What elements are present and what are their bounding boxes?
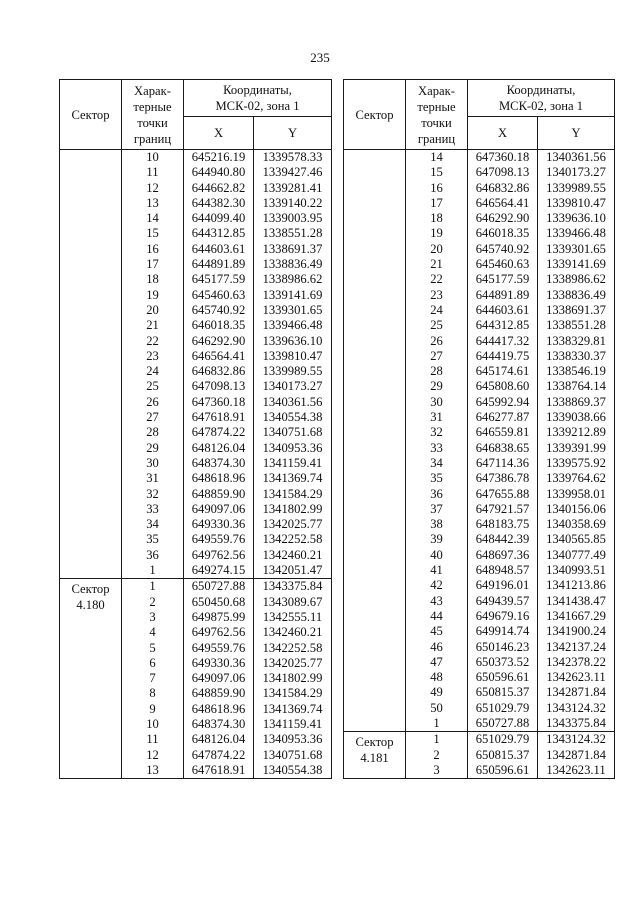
x-coordinate-cell: 649330.36 — [184, 517, 254, 532]
point-number-cell: 28 — [406, 364, 468, 379]
y-coordinate-cell: 1339578.33 — [254, 150, 332, 166]
x-coordinate-cell: 646292.90 — [468, 211, 538, 226]
table-body-left — [60, 150, 332, 779]
x-coordinate-cell: 650596.61 — [468, 670, 538, 685]
x-coordinate-cell: 647360.18 — [468, 150, 538, 166]
y-coordinate-cell: 1340173.27 — [254, 379, 332, 394]
point-number-cell: 2 — [406, 748, 468, 763]
x-coordinate-cell: 645216.19 — [184, 150, 254, 166]
point-number-cell: 40 — [406, 548, 468, 563]
point-number-cell: 7 — [122, 671, 184, 686]
y-coordinate-cell: 1340751.68 — [254, 748, 332, 763]
x-coordinate-cell: 646559.81 — [468, 425, 538, 440]
point-number-cell: 12 — [122, 748, 184, 763]
x-coordinate-cell: 649196.01 — [468, 578, 538, 593]
table-body-right — [344, 150, 615, 779]
sector-cell: Сектор 4.181 — [344, 732, 406, 779]
point-number-cell: 27 — [406, 349, 468, 364]
y-coordinate-cell: 1341213.86 — [538, 578, 615, 593]
point-number-cell: 17 — [406, 196, 468, 211]
point-number-cell: 50 — [406, 701, 468, 716]
x-coordinate-cell: 645740.92 — [184, 303, 254, 318]
point-number-cell: 10 — [122, 150, 184, 166]
y-coordinate-cell: 1341159.41 — [254, 456, 332, 471]
point-number-cell: 14 — [406, 150, 468, 166]
x-coordinate-cell: 650727.88 — [184, 579, 254, 595]
y-coordinate-cell: 1339003.95 — [254, 211, 332, 226]
point-number-cell: 14 — [122, 211, 184, 226]
coordinates-table-left — [59, 79, 332, 779]
y-coordinate-cell: 1339989.55 — [254, 364, 332, 379]
x-coordinate-cell: 650450.68 — [184, 595, 254, 610]
point-number-cell: 29 — [122, 441, 184, 456]
x-coordinate-cell: 645460.63 — [184, 288, 254, 303]
x-coordinate-cell: 645460.63 — [468, 257, 538, 272]
x-coordinate-cell: 647098.13 — [468, 165, 538, 180]
y-coordinate-cell: 1339764.62 — [538, 471, 615, 486]
y-coordinate-cell: 1340554.38 — [254, 763, 332, 779]
point-number-cell: 12 — [122, 181, 184, 196]
x-coordinate-cell: 644891.89 — [184, 257, 254, 272]
y-coordinate-cell: 1338329.81 — [538, 334, 615, 349]
y-coordinate-cell: 1342025.77 — [254, 517, 332, 532]
y-coordinate-cell: 1341802.99 — [254, 671, 332, 686]
y-coordinate-cell: 1339427.46 — [254, 165, 332, 180]
x-coordinate-cell: 644382.30 — [184, 196, 254, 211]
x-coordinate-cell: 650727.88 — [468, 716, 538, 732]
x-coordinate-cell: 647098.13 — [184, 379, 254, 394]
x-coordinate-cell: 649762.56 — [184, 548, 254, 563]
y-coordinate-cell: 1339212.89 — [538, 425, 615, 440]
point-number-cell: 32 — [122, 487, 184, 502]
point-number-cell: 1 — [122, 579, 184, 595]
y-coordinate-cell: 1343124.32 — [538, 732, 615, 748]
point-number-cell: 23 — [122, 349, 184, 364]
y-coordinate-cell: 1338691.37 — [538, 303, 615, 318]
x-coordinate-cell: 644417.32 — [468, 334, 538, 349]
x-coordinate-cell: 649875.99 — [184, 610, 254, 625]
x-coordinate-cell: 651029.79 — [468, 701, 538, 716]
point-number-cell: 46 — [406, 640, 468, 655]
x-coordinate-cell: 647360.18 — [184, 395, 254, 410]
x-coordinate-cell: 649274.15 — [184, 563, 254, 579]
y-coordinate-cell: 1343089.67 — [254, 595, 332, 610]
y-coordinate-cell: 1338869.37 — [538, 395, 615, 410]
x-coordinate-cell: 649559.76 — [184, 641, 254, 656]
x-coordinate-cell: 649330.36 — [184, 656, 254, 671]
y-coordinate-cell: 1341802.99 — [254, 502, 332, 517]
point-number-cell: 26 — [122, 395, 184, 410]
x-coordinate-cell: 648374.30 — [184, 717, 254, 732]
point-number-cell: 27 — [122, 410, 184, 425]
x-coordinate-cell: 646838.65 — [468, 441, 538, 456]
y-coordinate-cell: 1339140.22 — [254, 196, 332, 211]
point-number-cell: 43 — [406, 594, 468, 609]
y-coordinate-cell: 1340358.69 — [538, 517, 615, 532]
y-coordinate-cell: 1338764.14 — [538, 379, 615, 394]
point-number-cell: 1 — [406, 732, 468, 748]
point-number-cell: 36 — [122, 548, 184, 563]
y-coordinate-cell: 1339038.66 — [538, 410, 615, 425]
x-coordinate-cell: 645740.92 — [468, 242, 538, 257]
y-coordinate-cell: 1343375.84 — [538, 716, 615, 732]
x-coordinate-cell: 645808.60 — [468, 379, 538, 394]
x-coordinate-cell: 646832.86 — [184, 364, 254, 379]
y-coordinate-cell: 1339575.92 — [538, 456, 615, 471]
point-number-cell: 35 — [122, 532, 184, 547]
x-coordinate-cell: 644312.85 — [184, 226, 254, 241]
point-number-cell: 24 — [406, 303, 468, 318]
x-coordinate-cell: 644940.80 — [184, 165, 254, 180]
x-coordinate-cell: 646564.41 — [468, 196, 538, 211]
point-number-cell: 21 — [122, 318, 184, 333]
y-coordinate-cell: 1340361.56 — [254, 395, 332, 410]
y-coordinate-cell: 1338986.62 — [538, 272, 615, 287]
y-coordinate-cell: 1338551.28 — [538, 318, 615, 333]
y-coordinate-cell: 1342252.58 — [254, 641, 332, 656]
point-number-cell: 20 — [122, 303, 184, 318]
point-number-cell: 34 — [406, 456, 468, 471]
x-coordinate-cell: 650146.23 — [468, 640, 538, 655]
point-number-cell: 31 — [406, 410, 468, 425]
header-coordinates: Координаты, МСК-02, зона 1 — [184, 80, 332, 117]
point-number-cell: 13 — [122, 763, 184, 779]
y-coordinate-cell: 1339810.47 — [254, 349, 332, 364]
y-coordinate-cell: 1339958.01 — [538, 487, 615, 502]
y-coordinate-cell: 1341667.29 — [538, 609, 615, 624]
point-number-cell: 41 — [406, 563, 468, 578]
x-coordinate-cell: 648618.96 — [184, 471, 254, 486]
point-number-cell: 15 — [122, 226, 184, 241]
point-number-cell: 34 — [122, 517, 184, 532]
point-number-cell: 24 — [122, 364, 184, 379]
x-coordinate-cell: 649914.74 — [468, 624, 538, 639]
y-coordinate-cell: 1339391.99 — [538, 441, 615, 456]
point-number-cell: 33 — [406, 441, 468, 456]
x-coordinate-cell: 646018.35 — [468, 226, 538, 241]
point-number-cell: 44 — [406, 609, 468, 624]
point-number-cell: 1 — [406, 716, 468, 732]
point-number-cell: 36 — [406, 487, 468, 502]
y-coordinate-cell: 1342378.22 — [538, 655, 615, 670]
y-coordinate-cell: 1342871.84 — [538, 748, 615, 763]
point-number-cell: 22 — [122, 334, 184, 349]
y-coordinate-cell: 1341438.47 — [538, 594, 615, 609]
x-coordinate-cell: 647618.91 — [184, 410, 254, 425]
y-coordinate-cell: 1342460.21 — [254, 625, 332, 640]
point-number-cell: 42 — [406, 578, 468, 593]
y-coordinate-cell: 1342252.58 — [254, 532, 332, 547]
x-coordinate-cell: 649097.06 — [184, 502, 254, 517]
y-coordinate-cell: 1341159.41 — [254, 717, 332, 732]
point-number-cell: 17 — [122, 257, 184, 272]
point-number-cell: 2 — [122, 595, 184, 610]
y-coordinate-cell: 1338546.19 — [538, 364, 615, 379]
point-number-cell: 9 — [122, 702, 184, 717]
point-number-cell: 13 — [122, 196, 184, 211]
x-coordinate-cell: 648126.04 — [184, 441, 254, 456]
y-coordinate-cell: 1340554.38 — [254, 410, 332, 425]
point-number-cell: 3 — [406, 763, 468, 779]
point-number-cell: 5 — [122, 641, 184, 656]
y-coordinate-cell: 1340953.36 — [254, 732, 332, 747]
point-number-cell: 22 — [406, 272, 468, 287]
point-number-cell: 3 — [122, 610, 184, 625]
x-coordinate-cell: 644603.61 — [468, 303, 538, 318]
coordinates-table-right — [343, 79, 615, 779]
point-number-cell: 37 — [406, 502, 468, 517]
y-coordinate-cell: 1340565.85 — [538, 532, 615, 547]
y-coordinate-cell: 1340777.49 — [538, 548, 615, 563]
x-coordinate-cell: 645177.59 — [184, 272, 254, 287]
x-coordinate-cell: 644891.89 — [468, 288, 538, 303]
sector-cell — [60, 150, 122, 579]
point-number-cell: 8 — [122, 686, 184, 701]
y-coordinate-cell: 1343375.84 — [254, 579, 332, 595]
x-coordinate-cell: 650596.61 — [468, 763, 538, 779]
x-coordinate-cell: 644099.40 — [184, 211, 254, 226]
y-coordinate-cell: 1340156.06 — [538, 502, 615, 517]
point-number-cell: 45 — [406, 624, 468, 639]
point-number-cell: 23 — [406, 288, 468, 303]
x-coordinate-cell: 646292.90 — [184, 334, 254, 349]
x-coordinate-cell: 648374.30 — [184, 456, 254, 471]
y-coordinate-cell: 1338836.49 — [254, 257, 332, 272]
point-number-cell: 20 — [406, 242, 468, 257]
y-coordinate-cell: 1343124.32 — [538, 701, 615, 716]
x-coordinate-cell: 646832.86 — [468, 181, 538, 196]
x-coordinate-cell: 650815.37 — [468, 685, 538, 700]
y-coordinate-cell: 1338691.37 — [254, 242, 332, 257]
y-coordinate-cell: 1339466.48 — [538, 226, 615, 241]
point-number-cell: 11 — [122, 165, 184, 180]
x-coordinate-cell: 646018.35 — [184, 318, 254, 333]
point-number-cell: 39 — [406, 532, 468, 547]
point-number-cell: 29 — [406, 379, 468, 394]
x-coordinate-cell: 645177.59 — [468, 272, 538, 287]
x-coordinate-cell: 649679.16 — [468, 609, 538, 624]
x-coordinate-cell: 646277.87 — [468, 410, 538, 425]
y-coordinate-cell: 1339301.65 — [538, 242, 615, 257]
table-row — [60, 150, 332, 166]
point-number-cell: 25 — [122, 379, 184, 394]
y-coordinate-cell: 1340361.56 — [538, 150, 615, 166]
y-coordinate-cell: 1342555.11 — [254, 610, 332, 625]
point-number-cell: 47 — [406, 655, 468, 670]
header-sector: Сектор — [344, 80, 406, 150]
header-points: Харак- терные точки границ — [406, 80, 468, 150]
point-number-cell: 16 — [406, 181, 468, 196]
y-coordinate-cell: 1340953.36 — [254, 441, 332, 456]
x-coordinate-cell: 646564.41 — [184, 349, 254, 364]
y-coordinate-cell: 1340993.51 — [538, 563, 615, 578]
x-coordinate-cell: 649097.06 — [184, 671, 254, 686]
x-coordinate-cell: 648859.90 — [184, 487, 254, 502]
point-number-cell: 30 — [122, 456, 184, 471]
x-coordinate-cell: 648697.36 — [468, 548, 538, 563]
x-coordinate-cell: 647618.91 — [184, 763, 254, 779]
x-coordinate-cell: 645174.61 — [468, 364, 538, 379]
header-y: Y — [538, 117, 615, 150]
y-coordinate-cell: 1339810.47 — [538, 196, 615, 211]
y-coordinate-cell: 1341369.74 — [254, 471, 332, 486]
y-coordinate-cell: 1342025.77 — [254, 656, 332, 671]
x-coordinate-cell: 648859.90 — [184, 686, 254, 701]
x-coordinate-cell: 650815.37 — [468, 748, 538, 763]
header-sector: Сектор — [60, 80, 122, 150]
x-coordinate-cell: 649439.57 — [468, 594, 538, 609]
point-number-cell: 30 — [406, 395, 468, 410]
point-number-cell: 33 — [122, 502, 184, 517]
x-coordinate-cell: 648948.57 — [468, 563, 538, 578]
y-coordinate-cell: 1341900.24 — [538, 624, 615, 639]
table-row — [60, 579, 332, 595]
point-number-cell: 48 — [406, 670, 468, 685]
y-coordinate-cell: 1339141.69 — [254, 288, 332, 303]
page-number: 235 — [310, 50, 330, 65]
y-coordinate-cell: 1341584.29 — [254, 487, 332, 502]
point-number-cell: 28 — [122, 425, 184, 440]
point-number-cell: 32 — [406, 425, 468, 440]
point-number-cell: 49 — [406, 685, 468, 700]
y-coordinate-cell: 1341369.74 — [254, 702, 332, 717]
y-coordinate-cell: 1339636.10 — [254, 334, 332, 349]
point-number-cell: 25 — [406, 318, 468, 333]
y-coordinate-cell: 1340173.27 — [538, 165, 615, 180]
y-coordinate-cell: 1338836.49 — [538, 288, 615, 303]
header-x: X — [468, 117, 538, 150]
point-number-cell: 19 — [406, 226, 468, 241]
x-coordinate-cell: 647874.22 — [184, 425, 254, 440]
header-coordinates: Координаты, МСК-02, зона 1 — [468, 80, 615, 117]
x-coordinate-cell: 644662.82 — [184, 181, 254, 196]
sector-cell: Сектор 4.180 — [60, 579, 122, 779]
y-coordinate-cell: 1342871.84 — [538, 685, 615, 700]
point-number-cell: 18 — [122, 272, 184, 287]
y-coordinate-cell: 1338551.28 — [254, 226, 332, 241]
point-number-cell: 10 — [122, 717, 184, 732]
y-coordinate-cell: 1339281.41 — [254, 181, 332, 196]
point-number-cell: 6 — [122, 656, 184, 671]
x-coordinate-cell: 647655.88 — [468, 487, 538, 502]
x-coordinate-cell: 648618.96 — [184, 702, 254, 717]
y-coordinate-cell: 1339636.10 — [538, 211, 615, 226]
x-coordinate-cell: 647114.36 — [468, 456, 538, 471]
x-coordinate-cell: 647386.78 — [468, 471, 538, 486]
y-coordinate-cell: 1338986.62 — [254, 272, 332, 287]
x-coordinate-cell: 644603.61 — [184, 242, 254, 257]
x-coordinate-cell: 649559.76 — [184, 532, 254, 547]
y-coordinate-cell: 1340751.68 — [254, 425, 332, 440]
x-coordinate-cell: 645992.94 — [468, 395, 538, 410]
point-number-cell: 11 — [122, 732, 184, 747]
y-coordinate-cell: 1341584.29 — [254, 686, 332, 701]
point-number-cell: 19 — [122, 288, 184, 303]
x-coordinate-cell: 649762.56 — [184, 625, 254, 640]
y-coordinate-cell: 1342137.24 — [538, 640, 615, 655]
y-coordinate-cell: 1338330.37 — [538, 349, 615, 364]
point-number-cell: 18 — [406, 211, 468, 226]
y-coordinate-cell: 1339301.65 — [254, 303, 332, 318]
header-y: Y — [254, 117, 332, 150]
x-coordinate-cell: 647874.22 — [184, 748, 254, 763]
y-coordinate-cell: 1339466.48 — [254, 318, 332, 333]
y-coordinate-cell: 1339141.69 — [538, 257, 615, 272]
y-coordinate-cell: 1342051.47 — [254, 563, 332, 579]
point-number-cell: 21 — [406, 257, 468, 272]
x-coordinate-cell: 648183.75 — [468, 517, 538, 532]
table-row — [344, 732, 615, 748]
x-coordinate-cell: 648126.04 — [184, 732, 254, 747]
point-number-cell: 15 — [406, 165, 468, 180]
point-number-cell: 1 — [122, 563, 184, 579]
y-coordinate-cell: 1339989.55 — [538, 181, 615, 196]
y-coordinate-cell: 1342460.21 — [254, 548, 332, 563]
point-number-cell: 35 — [406, 471, 468, 486]
x-coordinate-cell: 648442.39 — [468, 532, 538, 547]
y-coordinate-cell: 1342623.11 — [538, 670, 615, 685]
header-points: Харак- терные точки границ — [122, 80, 184, 150]
x-coordinate-cell: 647921.57 — [468, 502, 538, 517]
x-coordinate-cell: 644312.85 — [468, 318, 538, 333]
table-row — [344, 150, 615, 166]
x-coordinate-cell: 651029.79 — [468, 732, 538, 748]
x-coordinate-cell: 644419.75 — [468, 349, 538, 364]
y-coordinate-cell: 1342623.11 — [538, 763, 615, 779]
header-x: X — [184, 117, 254, 150]
point-number-cell: 31 — [122, 471, 184, 486]
point-number-cell: 4 — [122, 625, 184, 640]
point-number-cell: 38 — [406, 517, 468, 532]
sector-cell — [344, 150, 406, 732]
point-number-cell: 16 — [122, 242, 184, 257]
point-number-cell: 26 — [406, 334, 468, 349]
x-coordinate-cell: 650373.52 — [468, 655, 538, 670]
